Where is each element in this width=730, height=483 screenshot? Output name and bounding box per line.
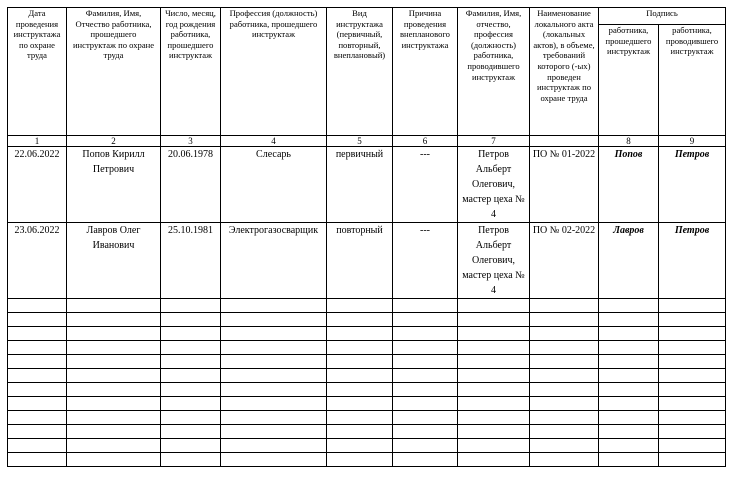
empty-cell [530, 313, 599, 327]
empty-cell [599, 369, 659, 383]
empty-table-row [8, 341, 726, 355]
empty-table-row [8, 411, 726, 425]
empty-cell [458, 313, 530, 327]
empty-cell [221, 439, 327, 453]
empty-cell [8, 299, 67, 313]
empty-cell [67, 299, 161, 313]
empty-cell [458, 341, 530, 355]
empty-cell [8, 355, 67, 369]
column-number: 8 [599, 136, 659, 147]
empty-cell [67, 453, 161, 467]
header-profession: Профессия (должность) работника, прошедшего инструктаж [221, 8, 327, 136]
empty-cell [659, 355, 726, 369]
empty-cell [393, 397, 458, 411]
empty-cell [393, 383, 458, 397]
header-signature-worker: работника, прошедшего инструктаж [599, 25, 659, 136]
empty-cell [530, 439, 599, 453]
empty-cell [221, 299, 327, 313]
empty-cell [659, 369, 726, 383]
column-number: 5 [327, 136, 393, 147]
empty-cell [393, 453, 458, 467]
cell-signature-instructor: Петров [659, 147, 726, 223]
column-number: 1 [8, 136, 67, 147]
column-number: 6 [393, 136, 458, 147]
empty-table-row [8, 383, 726, 397]
empty-cell [161, 313, 221, 327]
empty-cell [458, 369, 530, 383]
cell-birthdate: 25.10.1981 [161, 223, 221, 299]
empty-cell [67, 425, 161, 439]
empty-cell [327, 327, 393, 341]
empty-cell [327, 369, 393, 383]
empty-cell [530, 327, 599, 341]
empty-cell [530, 397, 599, 411]
cell-worker-name: Попов Кирилл Петрович [67, 147, 161, 223]
empty-cell [599, 299, 659, 313]
empty-cell [599, 411, 659, 425]
empty-table-row [8, 425, 726, 439]
empty-cell [393, 299, 458, 313]
empty-cell [659, 425, 726, 439]
empty-cell [161, 383, 221, 397]
cell-instructor: Петров Альберт Олегович, мастер цеха № 4 [458, 147, 530, 223]
empty-cell [530, 369, 599, 383]
table-row [8, 223, 726, 299]
empty-cell [8, 439, 67, 453]
empty-cell [327, 355, 393, 369]
empty-cell [67, 327, 161, 341]
empty-cell [599, 327, 659, 341]
empty-cell [599, 439, 659, 453]
empty-cell [659, 299, 726, 313]
empty-cell [393, 355, 458, 369]
empty-cell [458, 383, 530, 397]
empty-cell [393, 439, 458, 453]
empty-cell [327, 313, 393, 327]
header-birthdate: Число, месяц, год рождения работника, прошедшего инструктаж [161, 8, 221, 136]
empty-cell [8, 453, 67, 467]
cell-instruction-type: первичный [327, 147, 393, 223]
empty-table-row [8, 397, 726, 411]
empty-cell [221, 425, 327, 439]
empty-cell [327, 299, 393, 313]
empty-cell [221, 327, 327, 341]
empty-cell [67, 313, 161, 327]
cell-date: 22.06.2022 [8, 147, 67, 223]
column-number: 7 [458, 136, 530, 147]
empty-cell [393, 369, 458, 383]
empty-table-row [8, 313, 726, 327]
column-number-empty [530, 136, 599, 147]
header-date: Дата проведения инструктажа по охране труда [8, 8, 67, 136]
header-instructor: Фамилия, Имя, отчество, профессия (должность) работника, проводившего инструктаж [458, 8, 530, 136]
empty-cell [221, 341, 327, 355]
empty-cell [67, 439, 161, 453]
empty-cell [327, 383, 393, 397]
empty-cell [599, 355, 659, 369]
cell-unscheduled-reason: --- [393, 223, 458, 299]
empty-cell [599, 453, 659, 467]
cell-profession: Слесарь [221, 147, 327, 223]
cell-date: 23.06.2022 [8, 223, 67, 299]
header-local-act: Наименование локального акта (локальных актов), в объеме, требований которого (-ых) проведен инструктаж по охране труда [530, 8, 599, 136]
cell-instructor: Петров Альберт Олегович, мастер цеха № 4 [458, 223, 530, 299]
empty-table-row [8, 439, 726, 453]
empty-cell [8, 341, 67, 355]
cell-worker-name: Лавров Олег Иванович [67, 223, 161, 299]
empty-cell [161, 327, 221, 341]
empty-cell [530, 453, 599, 467]
empty-cell [458, 299, 530, 313]
cell-birthdate: 20.06.1978 [161, 147, 221, 223]
empty-cell [161, 341, 221, 355]
empty-cell [393, 411, 458, 425]
empty-cell [599, 383, 659, 397]
empty-cell [161, 411, 221, 425]
empty-cell [8, 327, 67, 341]
empty-cell [458, 453, 530, 467]
column-number: 3 [161, 136, 221, 147]
cell-instruction-type: повторный [327, 223, 393, 299]
empty-cell [67, 397, 161, 411]
empty-cell [659, 327, 726, 341]
empty-table-row [8, 369, 726, 383]
empty-cell [327, 425, 393, 439]
empty-cell [393, 313, 458, 327]
column-number: 2 [67, 136, 161, 147]
cell-profession: Электрогазосварщик [221, 223, 327, 299]
empty-cell [161, 425, 221, 439]
empty-cell [530, 299, 599, 313]
empty-cell [458, 425, 530, 439]
empty-cell [530, 341, 599, 355]
cell-signature-instructor: Петров [659, 223, 726, 299]
cell-signature-worker: Попов [599, 147, 659, 223]
empty-cell [67, 341, 161, 355]
empty-cell [8, 397, 67, 411]
empty-cell [161, 355, 221, 369]
empty-table-row [8, 355, 726, 369]
empty-cell [393, 425, 458, 439]
empty-cell [8, 383, 67, 397]
empty-cell [458, 327, 530, 341]
empty-cell [221, 313, 327, 327]
empty-cell [530, 383, 599, 397]
empty-cell [659, 397, 726, 411]
empty-cell [659, 453, 726, 467]
empty-cell [327, 397, 393, 411]
empty-cell [161, 453, 221, 467]
empty-cell [8, 313, 67, 327]
empty-cell [327, 341, 393, 355]
empty-cell [221, 355, 327, 369]
column-number: 9 [659, 136, 726, 147]
cell-local-act: ПО № 02-2022 [530, 223, 599, 299]
empty-cell [67, 355, 161, 369]
empty-cell [8, 411, 67, 425]
empty-cell [458, 411, 530, 425]
empty-cell [659, 383, 726, 397]
header-signature-instructor: работника, проводившего инструктаж [659, 25, 726, 136]
empty-cell [161, 369, 221, 383]
empty-cell [221, 453, 327, 467]
empty-cell [67, 383, 161, 397]
empty-cell [67, 369, 161, 383]
empty-cell [659, 411, 726, 425]
empty-cell [221, 397, 327, 411]
empty-cell [659, 439, 726, 453]
header-worker-name: Фамилия, Имя, Отчество работника, прошедшего инструктаж по охране труда [67, 8, 161, 136]
empty-cell [161, 439, 221, 453]
empty-table-row [8, 453, 726, 467]
empty-cell [659, 341, 726, 355]
empty-cell [458, 355, 530, 369]
empty-cell [599, 425, 659, 439]
header-signature: Подпись [599, 8, 726, 25]
empty-cell [327, 411, 393, 425]
empty-cell [161, 397, 221, 411]
empty-table-row [8, 327, 726, 341]
empty-cell [327, 439, 393, 453]
header-instruction-type: Вид инструктажа (первичный, повторный, внеплановый) [327, 8, 393, 136]
empty-rows [8, 299, 726, 467]
empty-cell [659, 313, 726, 327]
empty-cell [221, 369, 327, 383]
column-number-row [8, 136, 726, 147]
empty-cell [530, 425, 599, 439]
table-row [8, 147, 726, 223]
empty-cell [8, 425, 67, 439]
empty-table-row [8, 299, 726, 313]
empty-cell [393, 327, 458, 341]
column-number: 4 [221, 136, 327, 147]
empty-cell [221, 411, 327, 425]
empty-cell [599, 397, 659, 411]
cell-signature-worker: Лавров [599, 223, 659, 299]
header-unscheduled-reason: Причина проведения внепланового инструктажа [393, 8, 458, 136]
empty-cell [599, 313, 659, 327]
empty-cell [599, 341, 659, 355]
cell-local-act: ПО № 01-2022 [530, 147, 599, 223]
empty-cell [393, 341, 458, 355]
empty-cell [458, 397, 530, 411]
cell-unscheduled-reason: --- [393, 147, 458, 223]
empty-cell [458, 439, 530, 453]
empty-cell [8, 369, 67, 383]
empty-cell [530, 411, 599, 425]
empty-cell [221, 383, 327, 397]
instruction-journal-table [7, 7, 726, 467]
empty-cell [161, 299, 221, 313]
empty-cell [530, 355, 599, 369]
empty-cell [327, 453, 393, 467]
empty-cell [67, 411, 161, 425]
